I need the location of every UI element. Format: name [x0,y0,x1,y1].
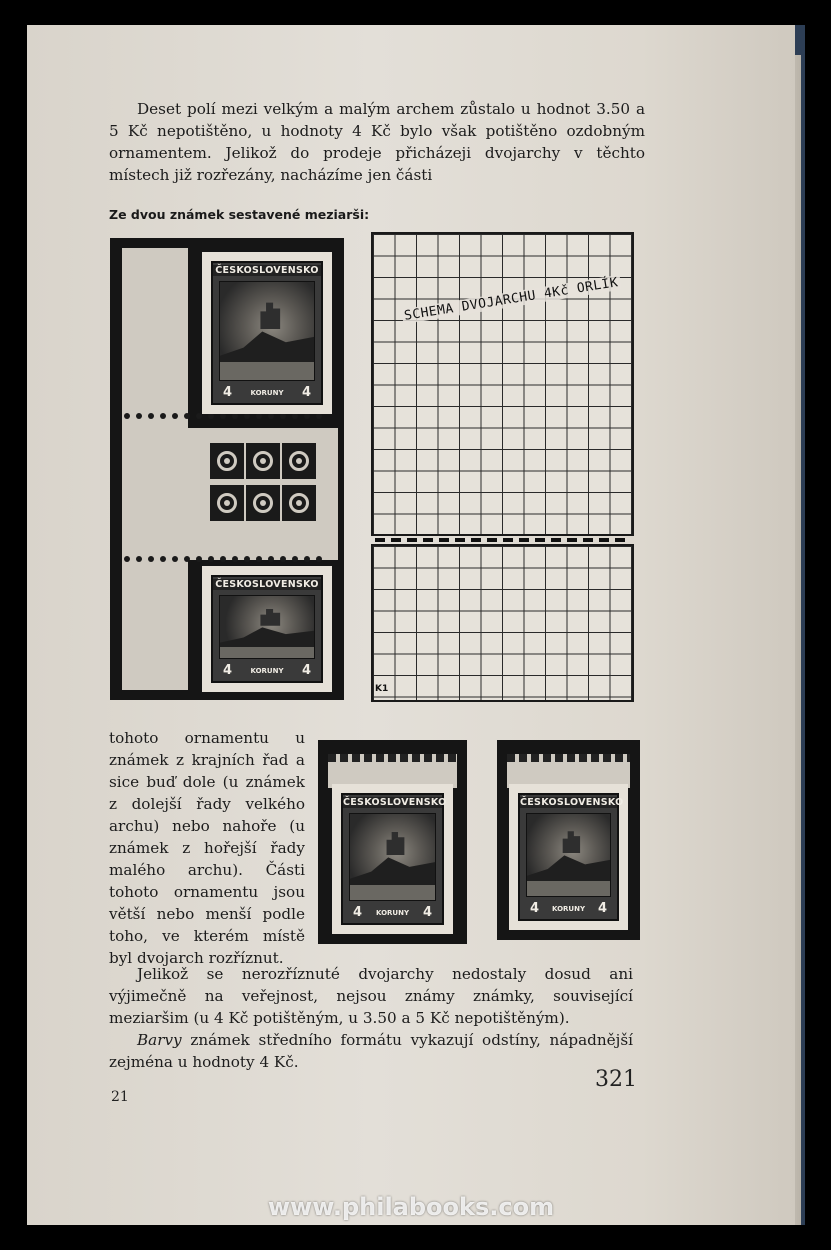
paragraph-1: Deset polí mezi velkým a malým archem zůstalo u hodnot 3.50 a 5 Kč nepotištěno, u hodnoty 4 Kč bylo však potištěno ozdobným ornamentem. Jelikož do prodeje přicházeji dvojarchy v těchto místech již rozřezány, nacházíme jen části [109,100,645,184]
stamp-denomination: 4 KORUNY 4 [223,385,311,400]
ornament-row-1 [210,443,316,479]
stamp-with-margin-right [497,740,640,940]
paragraph-3 [109,1029,633,1073]
stamp-denomination: 4 KORUNY 4 [530,901,607,916]
ornament-icon [246,443,280,479]
double-sheet-schema [371,232,634,702]
stamp-country: ČESKOSLOVENSKO [520,797,624,808]
sheet-margin [328,754,457,788]
stamp-with-margin-left [318,740,467,944]
castle-scene-icon [219,595,315,659]
stamp-denomination: 4 KORUNY 4 [223,663,311,678]
castle-scene-icon [526,813,611,897]
paragraph-3-text: známek středního formátu vykazují odstíny, nápadnější zejména u hodnoty 4 Kč. [109,1031,633,1071]
ornament-icon [246,485,280,521]
stamp-country: ČESKOSLOVENSKO [213,579,321,590]
small-sheet-grid [371,544,634,702]
castle-scene-icon [349,813,436,901]
page-number: 321 [595,1067,637,1092]
ornament-icon [282,443,316,479]
schema-label: SCHEMA DVOJARCHU 4Kč ORLÍK [403,275,620,324]
italic-term: Barvy [137,1031,182,1049]
ornament-fragment [507,754,630,762]
paragraph-2: Jelikož se nerozříznuté dvojarchy nedostaly dosud ani výjimečně na veřejnost, nejsou známy známky, související meziaršim (u 4 Kč potištěným, u 3.50 a 5 Kč nepotištěným). [109,965,633,1027]
sheet-selvage [122,248,188,690]
stamp-strip-figure [110,238,344,700]
perforation-row [124,556,322,562]
stamp-top [202,252,332,414]
photo-frame [27,25,805,1225]
cut-line [375,538,630,542]
book-page [27,25,795,1225]
sheet-margin [507,754,630,788]
stamp-country: ČESKOSLOVENSKO [343,797,447,808]
stamp-denomination: 4 KORUNY 4 [353,905,432,920]
ornament-icon [210,485,244,521]
corner-mark: K1 [375,684,389,694]
ornament-icon [210,443,244,479]
castle-scene-icon [219,281,315,381]
stamp-bottom [202,566,332,692]
stamp-country: ČESKOSLOVENSKO [213,265,321,276]
watermark: www.philabooks.com [267,1193,555,1221]
wrap-paragraph: tohoto ornamentu u známek z krajních řad a sice buď dole (u známek z dolejší řady velkého archu) nebo nahoře (u známek z hořejší řady malého archu). Části tohoto ornamentu jsou větší nebo menší podle toho, ve kterém místě byl dvojarch rozříznut. [109,729,305,967]
stamp-lower-left [332,784,453,934]
ornament-icon [282,485,316,521]
signature-number: 21 [111,1089,129,1105]
stamp-lower-right [509,784,628,930]
figure-caption: Ze dvou známek sestavené meziarši: [109,207,370,222]
ornament-fragment [328,754,457,762]
ornament-row-2 [210,485,316,521]
